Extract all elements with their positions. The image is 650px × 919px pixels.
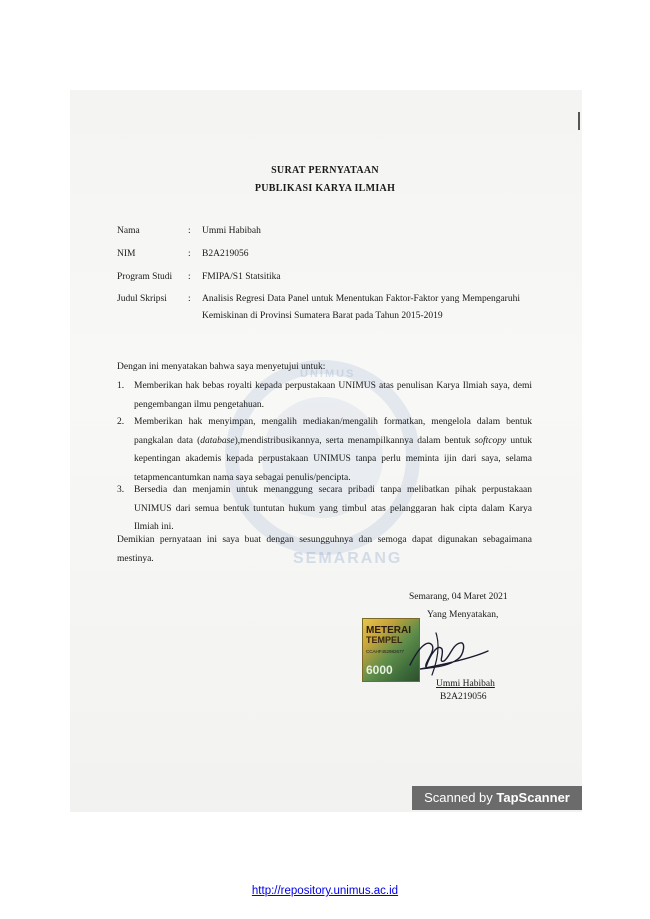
scanner-badge [412, 786, 582, 810]
doc-title: SURAT PERNYATAAN [271, 165, 379, 176]
field-label-nim: NIM [117, 249, 136, 259]
scanner-badge-brand: TapScanner [496, 790, 570, 805]
signature-icon [380, 615, 490, 687]
list-text-part: untuk kepentingan akademis kepada perpustakaan UNIMUS tanpa perlu meminta ijin dari saya, selama tetapmencantumkan nama saya sebagai penulis/pencipta. [134, 435, 533, 483]
list-number: 3. [117, 485, 125, 495]
watermark-bottom-text: SEMARANG [293, 550, 403, 567]
list-text-italic: database [200, 435, 235, 446]
scan-edge-mark [578, 112, 580, 130]
list-text: Bersedia dan menjamin untuk menanggung secara pribadi tanpa melibatkan pihak perpustakaan UNIMUS dari semua bentuk tuntutan hukum yang timbul atas pelanggaran hak cipta dalam Karya Ilmiah ini. [134, 485, 532, 532]
list-text-italic: softcopy [474, 435, 507, 446]
field-value-judul-skripsi: Analisis Regresi Data Panel untuk Menentukan Faktor-Faktor yang Mempengaruhi Kemiskinan di Provinsi Sumatera Barat pada Tahun 2015-2019 [202, 294, 520, 321]
field-label-judul-skripsi: Judul Skripsi [117, 294, 167, 304]
repository-link[interactable]: http://repository.unimus.ac.id [251, 885, 399, 897]
stamp-serial: CCAHF452982677 [366, 649, 405, 654]
signer-nim: B2A219056 [440, 692, 487, 702]
list-text-part: Memberikan hak menyimpan, mengalih mediakan/mengalih formatkan, mengelola dalam bentuk pangkalan data ( [134, 417, 532, 446]
field-colon: : [188, 249, 191, 259]
signer-name: Ummi Habibah [436, 679, 495, 689]
field-value-nim: B2A219056 [202, 249, 249, 259]
list-number: 1. [117, 381, 125, 391]
field-label-program-studi: Program Studi [117, 272, 173, 282]
field-colon: : [188, 226, 191, 236]
list-text [134, 413, 532, 487]
list-text-part: ),mendistribusikannya, serta menampilkannya dalam bentuk [234, 435, 475, 446]
place-date: Semarang, 04 Maret 2021 [409, 592, 508, 602]
stamp-line1: METERAI [366, 625, 411, 636]
stamp-value: 6000 [366, 663, 393, 677]
list-text: Memberikan hak bebas royalti kepada perpustakaan UNIMUS atas penulisan Karya Ilmiah saya, demi pengembangan ilmu pengetahuan. [134, 381, 532, 410]
field-colon: : [188, 294, 191, 304]
doc-subtitle: PUBLIKASI KARYA ILMIAH [254, 183, 396, 194]
field-value-nama: Ummi Habibah [202, 226, 261, 236]
field-label-nama: Nama [117, 226, 140, 236]
watermark-top-text: UNIMUS [300, 368, 356, 380]
list-number: 2. [117, 417, 125, 427]
field-colon: : [188, 272, 191, 282]
declarer-label: Yang Menyatakan, [427, 610, 499, 620]
stamp-line2: TEMPEL [366, 635, 403, 645]
field-value-program-studi: FMIPA/S1 Statsitika [202, 272, 281, 282]
scanner-badge-prefix: Scanned by [424, 790, 497, 805]
intro-text: Dengan ini menyatakan bahwa saya menyetujui untuk: [117, 362, 326, 372]
closing-text: Demikian pernyataan ini saya buat dengan sesungguhnya dan semoga dapat digunakan sebagaimana mestinya. [117, 535, 532, 564]
